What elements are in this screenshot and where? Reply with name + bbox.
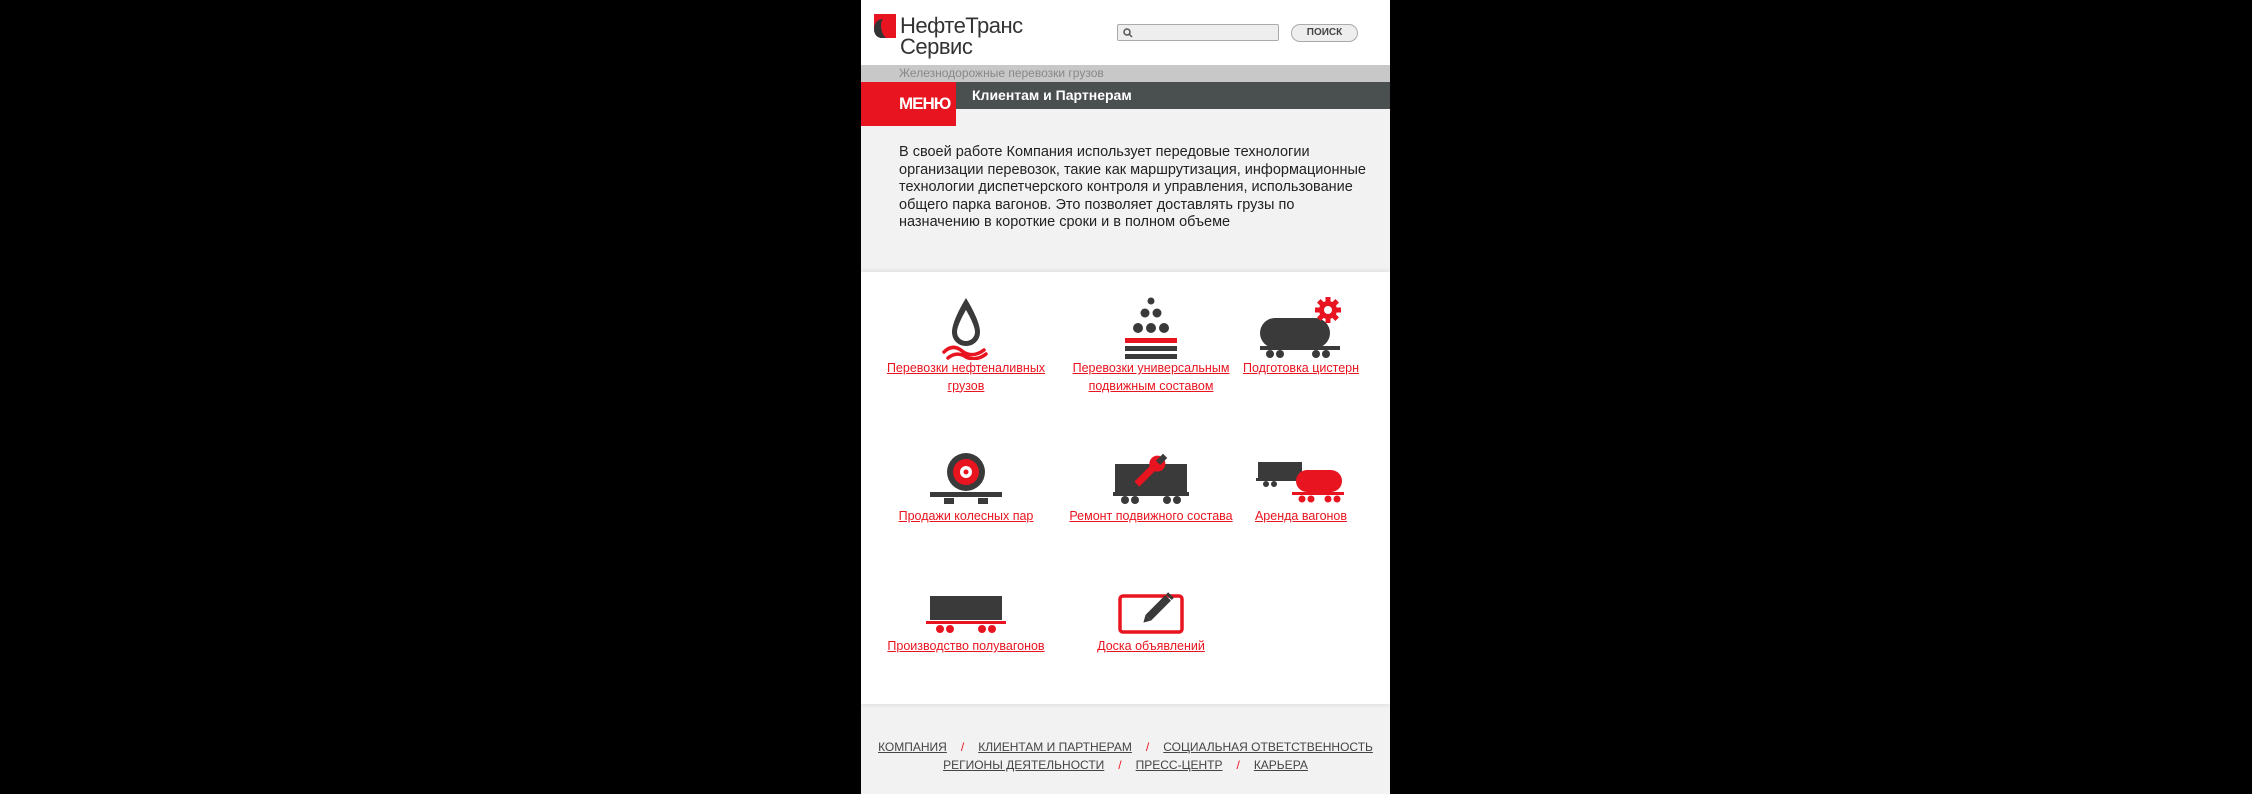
service-item-bulk — [1066, 296, 1236, 395]
oil-drop-icon — [936, 296, 996, 360]
wheelset-icon — [926, 452, 1006, 508]
menu-button-label: МЕНЮ — [899, 94, 951, 113]
service-link-rent[interactable]: Аренда вагонов — [1254, 509, 1348, 523]
footer-row-2 — [861, 756, 1390, 774]
search-input[interactable] — [1136, 25, 1274, 40]
tagline: Железнодорожные перевозки грузов — [899, 66, 1104, 80]
services-grid — [861, 272, 1390, 704]
service-link-bulk[interactable]: Перевозки универсальным подвижным составом — [1072, 361, 1230, 393]
service-item-wheelset — [881, 452, 1051, 526]
gondola-car-icon — [924, 590, 1008, 638]
footer-separator: / — [960, 740, 965, 754]
wagons-rent-icon — [1256, 452, 1346, 508]
footer-nav — [861, 738, 1390, 774]
footer-separator: / — [1236, 758, 1240, 772]
wagon-wrench-icon — [1111, 452, 1191, 508]
service-link-repair[interactable]: Ремонт подвижного состава — [1069, 509, 1233, 523]
logo-line1: НефтеТранс — [900, 13, 1023, 38]
logo[interactable] — [870, 12, 1040, 58]
page-container — [861, 0, 1390, 794]
tank-gear-icon — [1256, 296, 1346, 360]
service-link-oil[interactable]: Перевозки нефтеналивных грузов — [886, 361, 1046, 393]
service-item-gondola — [881, 590, 1051, 656]
footer-link-clients[interactable]: КЛИЕНТАМ И ПАРТНЕРАМ — [978, 740, 1132, 754]
footer-separator: / — [1145, 740, 1150, 754]
service-link-gondola[interactable]: Производство полувагонов — [887, 639, 1045, 653]
search-button[interactable]: ПОИСК — [1291, 24, 1358, 42]
search-box — [1117, 24, 1279, 41]
tagline-bar — [861, 65, 1390, 82]
menu-button[interactable] — [861, 82, 956, 126]
intro-text: В своей работе Компания использует передовые технологии организации перевозок, такие как маршрутизация, информационные технологии диспетчерского контроля и управления, использование общего парка вагонов. Это позволяет доставлять грузы по назначению в короткие сроки и в полном объеме — [899, 144, 1366, 231]
footer-row-1 — [861, 738, 1390, 756]
logo-line2: Сервис — [900, 34, 973, 59]
footer-link-company[interactable]: КОМПАНИЯ — [878, 740, 947, 754]
service-link-tank-prep[interactable]: Подготовка цистерн — [1242, 361, 1360, 375]
logo-mark-icon — [870, 12, 898, 40]
footer-link-social[interactable]: СОЦИАЛЬНАЯ ОТВЕТСТВЕННОСТЬ — [1163, 740, 1373, 754]
bulk-cargo-icon — [1121, 296, 1181, 360]
service-item-repair — [1066, 452, 1236, 526]
service-item-board — [1066, 590, 1236, 656]
footer-link-career[interactable]: КАРЬЕРА — [1253, 758, 1308, 772]
footer-separator: / — [1118, 758, 1122, 772]
service-link-board[interactable]: Доска объявлений — [1097, 639, 1205, 653]
notice-board-icon — [1116, 590, 1186, 638]
service-link-wheelset[interactable]: Продажи колесных пар — [898, 509, 1034, 523]
header — [861, 0, 1390, 65]
footer-link-press[interactable]: ПРЕСС-ЦЕНТР — [1135, 758, 1223, 772]
search-icon — [1123, 28, 1133, 38]
footer-link-regions[interactable]: РЕГИОНЫ ДЕЯТЕЛЬНОСТИ — [943, 758, 1105, 772]
section-title: Клиентам и Партнерам — [972, 87, 1132, 103]
service-item-oil — [881, 296, 1051, 395]
service-item-rent — [1216, 452, 1386, 526]
service-item-tank-prep — [1216, 296, 1386, 378]
